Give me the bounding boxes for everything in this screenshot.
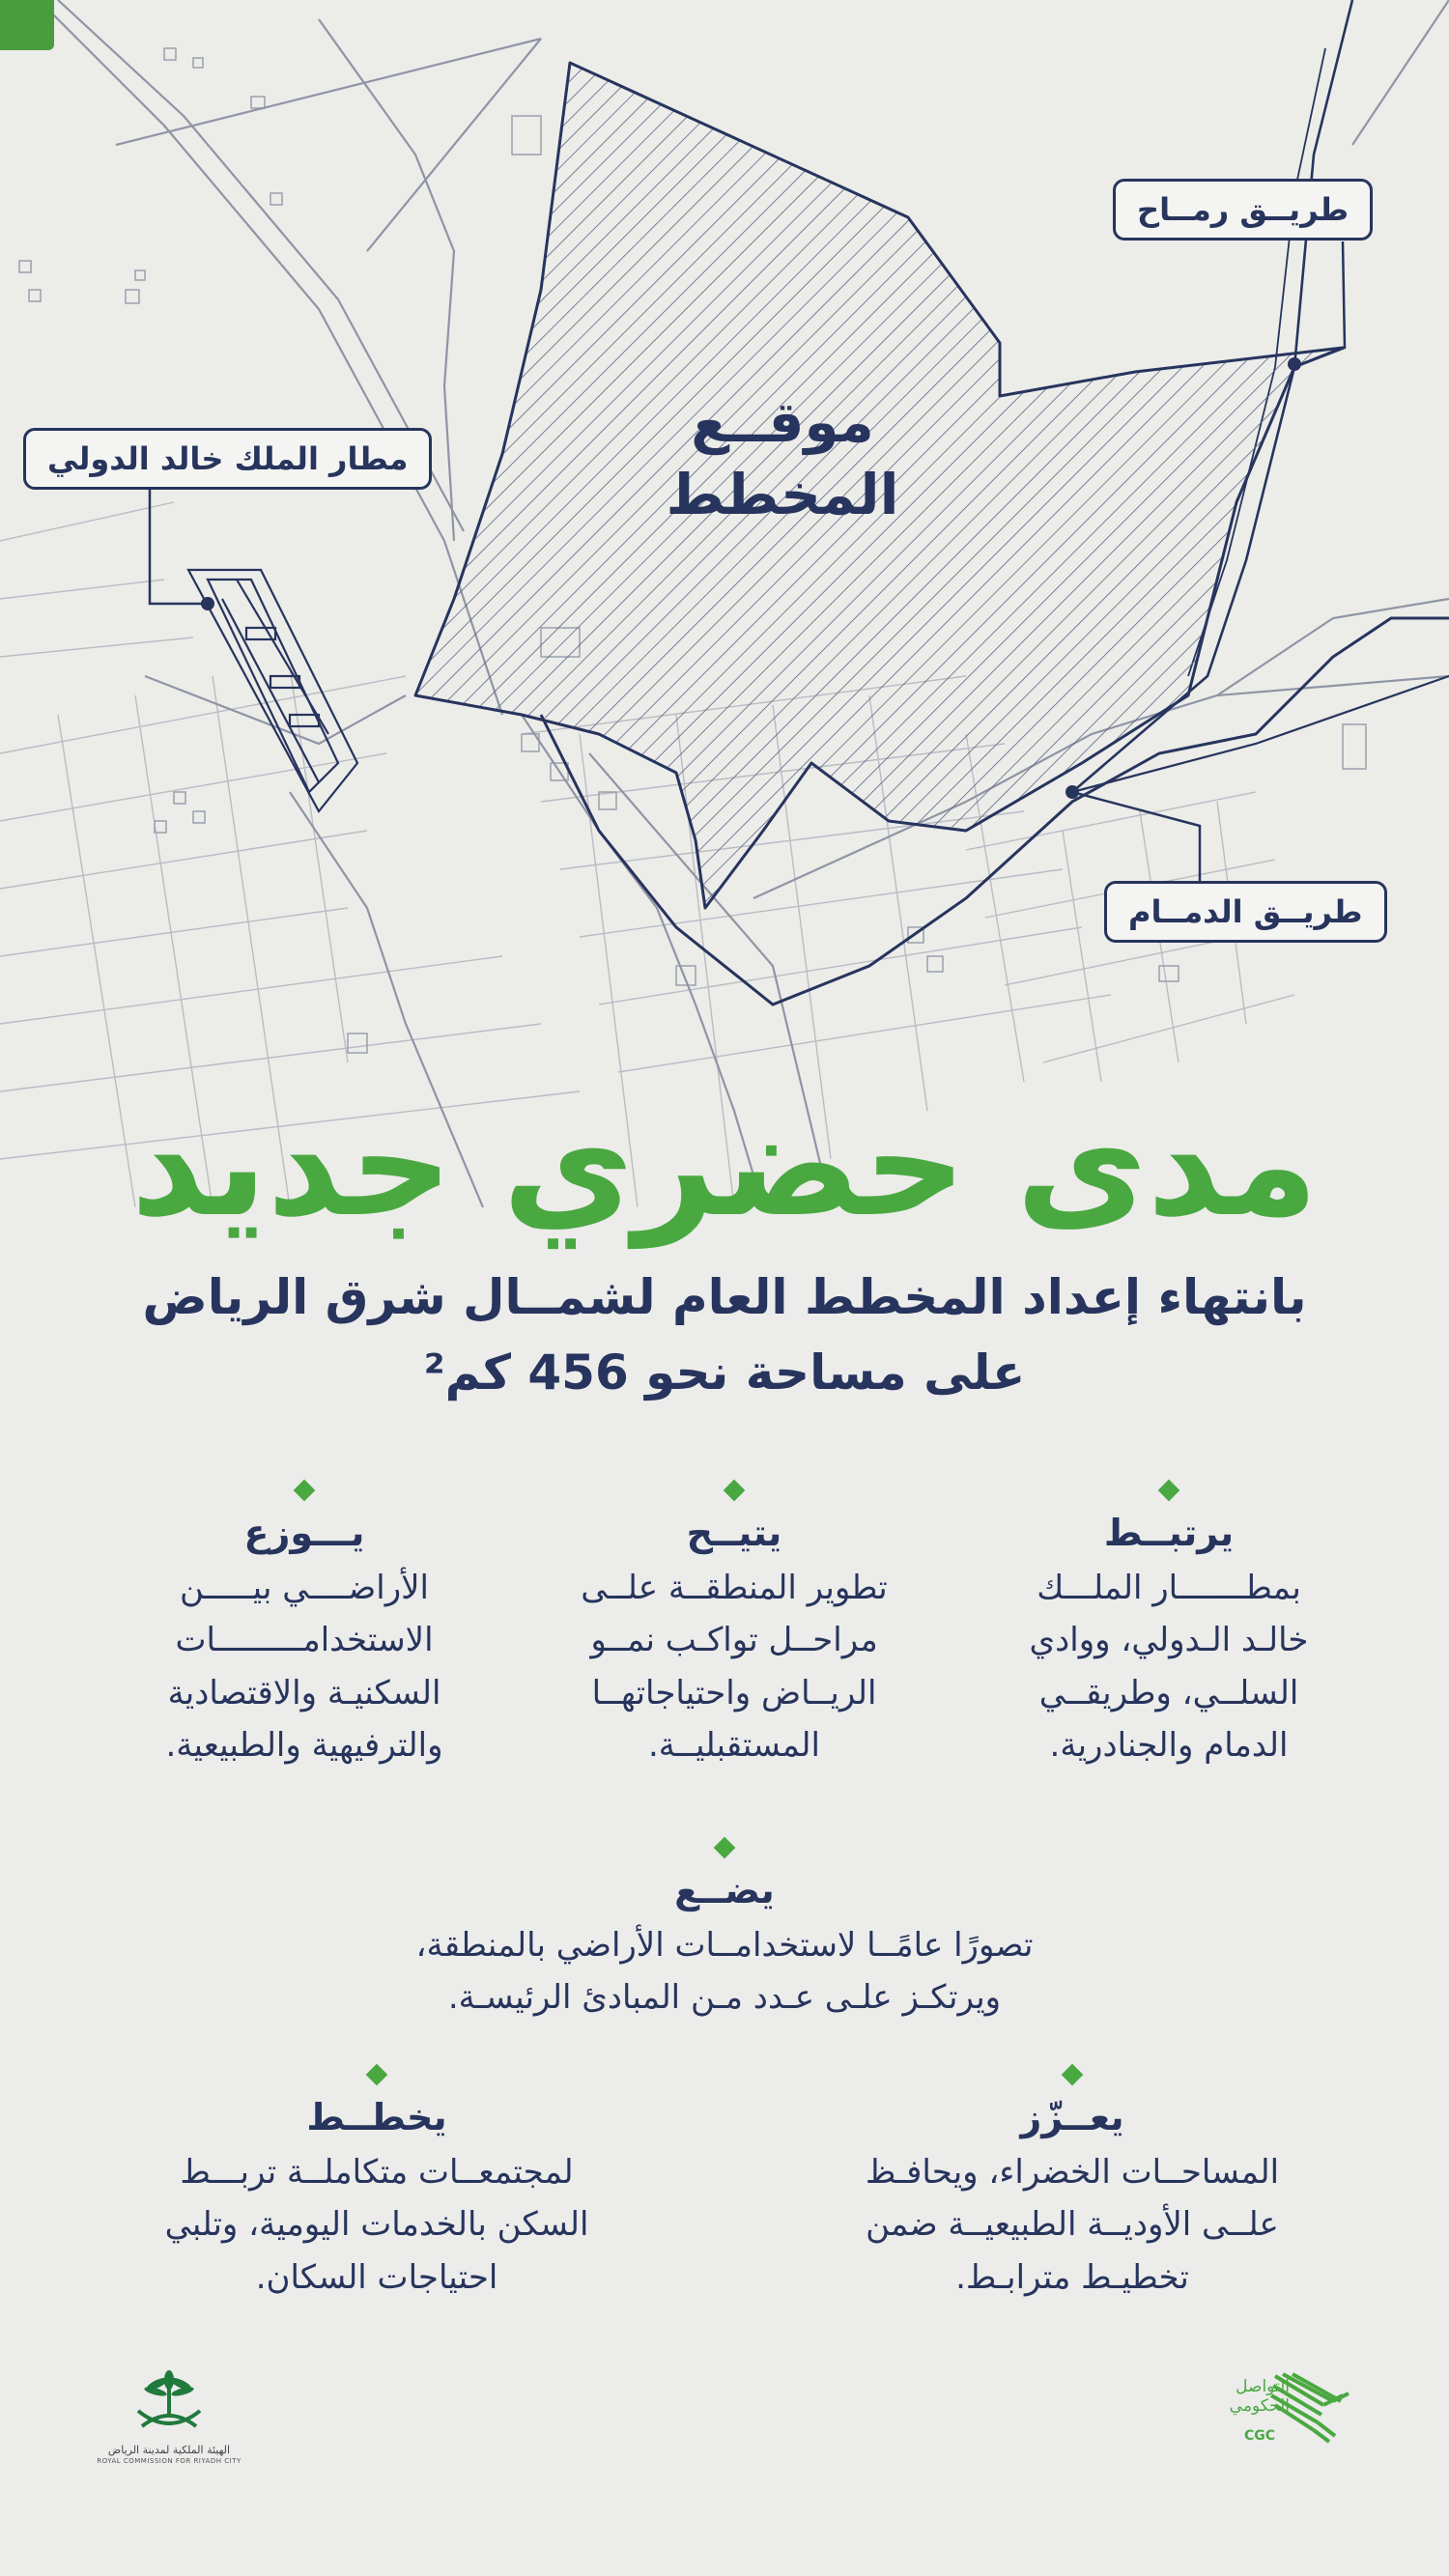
feature-title: يـــوزع (243, 1512, 365, 1554)
feature-title: يعــزّز (1020, 2096, 1124, 2138)
feature-title: يتيــح (686, 1512, 782, 1554)
feature-enhances (792, 2067, 1352, 2304)
feature-enables (541, 1483, 927, 1772)
dammam-road-label: طريــق الدمــام (1104, 881, 1387, 943)
feature-line: المستقبليــة. (648, 1726, 820, 1766)
feature-line: تصورًا عامًــا لاستخدامــات الأراضي بالمنطقة، (415, 1926, 1034, 1965)
rcrc-caption-en: ROYAL COMMISSION FOR RIYADH CITY (97, 2457, 242, 2466)
diamond-icon (366, 2064, 388, 2086)
headline: مدى حضري جديد (130, 1082, 1319, 1248)
feature-line: ويرتكـز علـى عـدد مـن المبادئ الرئيسـة. (447, 1978, 1002, 2018)
feature-body (106, 1562, 502, 1772)
feature-line: تطوير المنطقــة علــى (581, 1569, 888, 1607)
diamond-icon (294, 1480, 316, 1502)
feature-line: بمطـــــــار الملـــك (1037, 1569, 1301, 1607)
feature-body (985, 1562, 1352, 1772)
feature-line: السكن بالخدمات اليومية، وتلبي (164, 2205, 589, 2245)
feature-line: لمجتمعــات متكاملــة تربـــط (180, 2153, 574, 2192)
feature-line: خالـد الـدولي، ووادي (1029, 1621, 1309, 1660)
feature-body (792, 2146, 1352, 2304)
feature-connects (985, 1483, 1352, 1772)
subtitle (97, 1260, 1352, 1410)
cgc-name-line1: التواصل (1236, 2377, 1290, 2396)
feature-line: السكنيـة والاقتصادية (167, 1673, 441, 1713)
airport-label: مطار الملك خالد الدولي (23, 428, 432, 490)
feature-line: احتياجات السكان. (255, 2257, 498, 2297)
subtitle-line2: على مساحة نحو 456 كم² (423, 1344, 1026, 1401)
feature-line: مراحــل تواكـب نمــو (590, 1621, 878, 1660)
feature-line: الأراضــــي بيـــــن (180, 1569, 429, 1607)
feature-title: يضــع (674, 1869, 775, 1911)
rcrc-caption-ar: الهيئة الملكية لمدينة الرياض (107, 2444, 231, 2456)
feature-line: والترفيهية والطبيعية. (165, 1726, 443, 1766)
site-label-line1: موقــع (691, 389, 874, 455)
feature-body (541, 1562, 927, 1772)
feature-body (97, 2146, 657, 2304)
feature-line: علــى الأوديــة الطبيعيــة ضمن (866, 2205, 1279, 2245)
diamond-icon (1062, 2064, 1084, 2086)
cgc-name-ar (1183, 2378, 1290, 2416)
feature-title: يخطــط (306, 2096, 447, 2138)
diamond-icon (724, 1480, 746, 1502)
feature-line: السلــي، وطريقــي (1038, 1673, 1299, 1713)
cgc-name-en: CGC (1244, 2428, 1276, 2444)
remah-road-label: طريــق رمــاح (1113, 179, 1373, 241)
cgc-logo (1179, 2366, 1352, 2463)
rcrc-logo (92, 2366, 246, 2482)
feature-body (242, 1919, 1208, 2024)
corner-accent (0, 0, 54, 50)
feature-line: الاستخدامـــــــــات (175, 1621, 434, 1660)
plan-site-label (657, 386, 908, 532)
feature-line: الدمام والجنادرية. (1049, 1726, 1289, 1766)
feature-sets (242, 1840, 1208, 2024)
palm-swords-icon (121, 2366, 217, 2439)
diamond-icon (714, 1837, 736, 1859)
feature-line: المساحــات الخضراء، ويحافـظ (865, 2153, 1280, 2192)
subtitle-line1: بانتهاء إعداد المخطط العام لشمــال شرق الرياض (142, 1269, 1307, 1325)
feature-line: الريــاض واحتياجاتهــا (591, 1673, 877, 1713)
diamond-icon (1158, 1480, 1180, 1502)
cgc-name-line2: الحكومي (1229, 2395, 1290, 2416)
site-label-line2: المخطط (666, 462, 899, 528)
feature-plans (97, 2067, 657, 2304)
feature-title: يرتبــط (1103, 1512, 1235, 1554)
feature-line: تخطيـط مترابـط. (955, 2257, 1189, 2297)
feature-distributes (106, 1483, 502, 1772)
